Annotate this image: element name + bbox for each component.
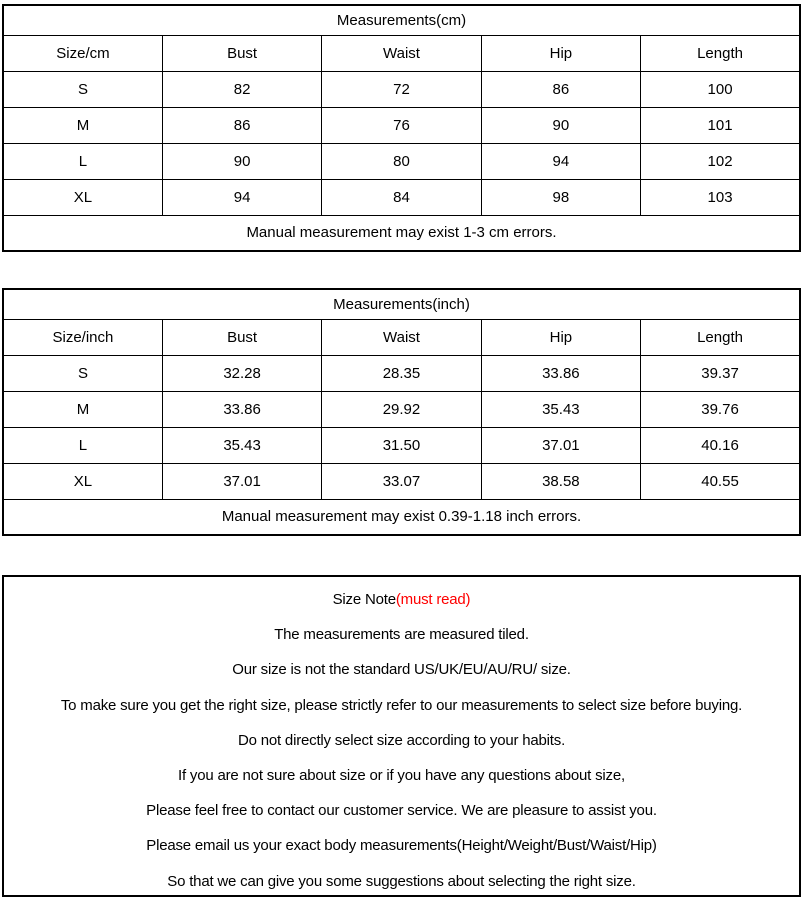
cm-value: 86 bbox=[162, 107, 321, 143]
cm-value: 84 bbox=[322, 179, 481, 215]
cm-header-bust: Bust bbox=[162, 35, 321, 71]
inch-value: 32.28 bbox=[162, 355, 321, 391]
cm-value: 82 bbox=[162, 71, 321, 107]
cm-size-label: L bbox=[3, 143, 162, 179]
table-row bbox=[3, 427, 800, 463]
cm-header-hip: Hip bbox=[481, 35, 640, 71]
inch-value: 39.37 bbox=[641, 355, 800, 391]
size-note-line: So that we can give you some suggestions about selecting the right size. bbox=[167, 872, 636, 890]
table-row bbox=[3, 179, 800, 215]
cm-header-size: Size/cm bbox=[3, 35, 162, 71]
cm-size-label: M bbox=[3, 107, 162, 143]
inch-header-hip: Hip bbox=[481, 319, 640, 355]
size-note-line: If you are not sure about size or if you have any questions about size, bbox=[178, 767, 625, 785]
cm-size-label: XL bbox=[3, 179, 162, 215]
inch-value: 40.16 bbox=[641, 427, 800, 463]
cm-table-footnote: Manual measurement may exist 1-3 cm errors. bbox=[3, 215, 800, 251]
inch-header-bust: Bust bbox=[162, 319, 321, 355]
cm-value: 86 bbox=[481, 71, 640, 107]
cm-value: 80 bbox=[322, 143, 481, 179]
inch-size-label: M bbox=[3, 391, 162, 427]
measurements-inch-table bbox=[2, 288, 801, 536]
inch-size-label: S bbox=[3, 355, 162, 391]
table-row bbox=[3, 107, 800, 143]
inch-header-waist: Waist bbox=[322, 319, 481, 355]
table-row bbox=[3, 143, 800, 179]
table-row bbox=[3, 391, 800, 427]
cm-value: 94 bbox=[481, 143, 640, 179]
cm-value: 72 bbox=[322, 71, 481, 107]
cm-header-length: Length bbox=[641, 35, 800, 71]
inch-size-label: XL bbox=[3, 463, 162, 499]
cm-value: 90 bbox=[162, 143, 321, 179]
cm-value: 102 bbox=[641, 143, 800, 179]
inch-value: 39.76 bbox=[641, 391, 800, 427]
measurements-cm-table bbox=[2, 4, 801, 252]
cm-header-waist: Waist bbox=[322, 35, 481, 71]
size-note-must-read: (must read) bbox=[395, 591, 471, 609]
cm-value: 90 bbox=[481, 107, 640, 143]
inch-table-footnote: Manual measurement may exist 0.39-1.18 inch errors. bbox=[3, 499, 800, 535]
size-note-box bbox=[2, 575, 801, 897]
inch-value: 33.07 bbox=[322, 463, 481, 499]
size-note-title-text: Size Note bbox=[332, 591, 396, 609]
inch-header-length: Length bbox=[641, 319, 800, 355]
cm-value: 94 bbox=[162, 179, 321, 215]
cm-value: 103 bbox=[641, 179, 800, 215]
cm-size-label: S bbox=[3, 71, 162, 107]
inch-value: 28.35 bbox=[322, 355, 481, 391]
size-note-line: To make sure you get the right size, please strictly refer to our measurements to select size before buying. bbox=[60, 696, 743, 714]
cm-value: 100 bbox=[641, 71, 800, 107]
inch-value: 33.86 bbox=[481, 355, 640, 391]
inch-value: 35.43 bbox=[162, 427, 321, 463]
size-note-title bbox=[4, 582, 799, 617]
inch-value: 33.86 bbox=[162, 391, 321, 427]
inch-value: 31.50 bbox=[322, 427, 481, 463]
inch-value: 37.01 bbox=[481, 427, 640, 463]
cm-value: 101 bbox=[641, 107, 800, 143]
size-note-line: Our size is not the standard US/UK/EU/AU/RU/ size. bbox=[232, 661, 571, 679]
cm-value: 98 bbox=[481, 179, 640, 215]
inch-value: 38.58 bbox=[481, 463, 640, 499]
table-row bbox=[3, 463, 800, 499]
size-note-line: Please feel free to contact our customer service. We are pleasure to assist you. bbox=[146, 802, 657, 820]
cm-table-title: Measurements(cm) bbox=[3, 5, 800, 35]
inch-header-size: Size/inch bbox=[3, 319, 162, 355]
inch-value: 29.92 bbox=[322, 391, 481, 427]
size-note-line: The measurements are measured tiled. bbox=[274, 626, 529, 644]
inch-value: 37.01 bbox=[162, 463, 321, 499]
size-note-line: Please email us your exact body measurements(Height/Weight/Bust/Waist/Hip) bbox=[146, 837, 657, 855]
table-row bbox=[3, 355, 800, 391]
size-note-line: Do not directly select size according to your habits. bbox=[237, 731, 566, 749]
table-row bbox=[3, 71, 800, 107]
inch-value: 40.55 bbox=[641, 463, 800, 499]
cm-value: 76 bbox=[322, 107, 481, 143]
inch-size-label: L bbox=[3, 427, 162, 463]
inch-value: 35.43 bbox=[481, 391, 640, 427]
inch-table-title: Measurements(inch) bbox=[3, 289, 800, 319]
